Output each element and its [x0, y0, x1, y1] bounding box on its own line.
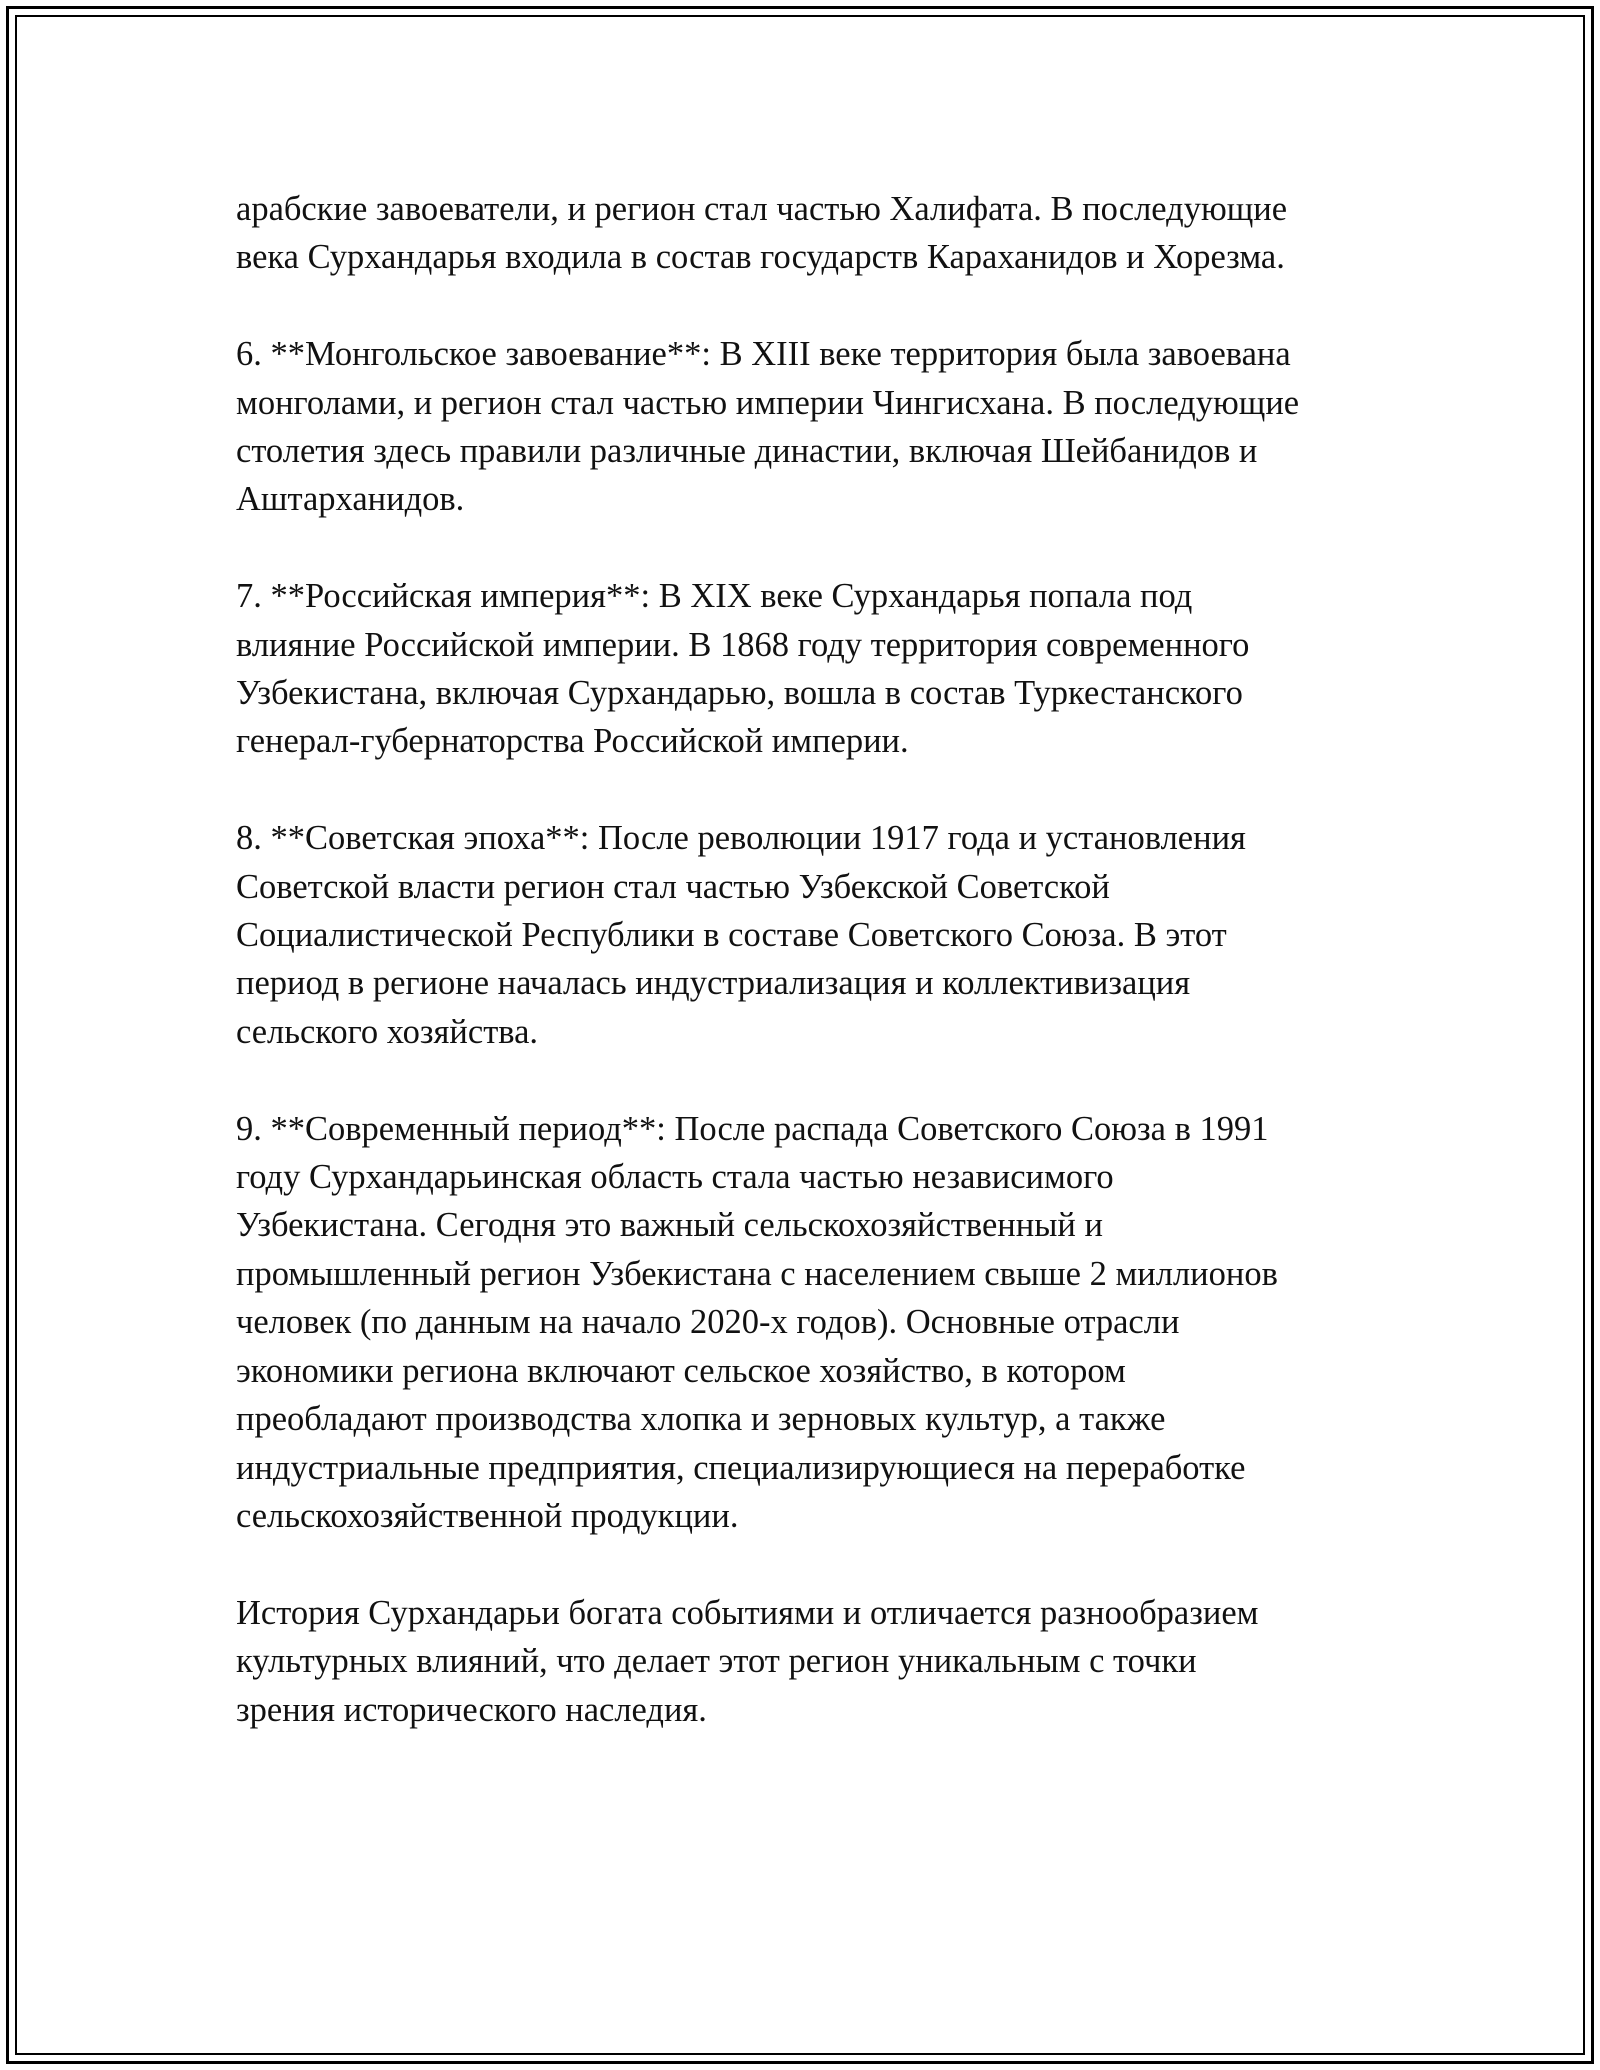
paragraph-arab-conquest: арабские завоеватели, и регион стал частью Халифата. В последующие века Сурхандарья входила в состав государств Караханидов и Хорезма.: [236, 190, 1288, 277]
paragraph-modern-period: 9. **Современный период**: После распада Советского Союза в 1991 году Сурхандарьинская область стала частью независимого Узбекистана. Сегодня это важный сельскохозяйственный и промышленный регион Узбекистана с населением свыше 2 миллионов человек (по данным на начало 2020-х годов). Основные отрасли экономики региона включают сельское хозяйство, в котором преобладают производства хлопка и зерновых культур, а также индустриальные предприятия, специализирующиеся на переработке сельскохозяйственной продукции.: [236, 1109, 1278, 1535]
paragraph-russian-empire: 7. **Российская империя**: В XIX веке Сурхандарья попала под влияние Российской империи. В 1868 году территория современного Узбекистана, включая Сурхандарью, вошла в состав Туркестанского генерал-губернаторства Российской империи.: [236, 577, 1250, 761]
paragraph-conclusion: История Сурхандарьи богата событиями и отличается разнообразием культурных влияний, что делает этот регион уникальным с точки зрения исторического наследия.: [236, 1593, 1259, 1729]
paragraph-mongol-conquest: 6. **Монгольское завоевание**: В XIII веке территория была завоевана монголами, и регион стал частью империи Чингисхана. В последующие столетия здесь правили различные династии, включая Шейбанидов и Аштарханидов.: [236, 335, 1300, 519]
paragraph-soviet-era: 8. **Советская эпоха**: После революции 1917 года и установления Советской власти регион стал частью Узбекской Советской Социалистической Республики в составе Советского Союза. В этот период в регионе началась индустриализация и коллективизация сельского хозяйства.: [236, 819, 1246, 1051]
document-body: [236, 185, 1386, 1782]
